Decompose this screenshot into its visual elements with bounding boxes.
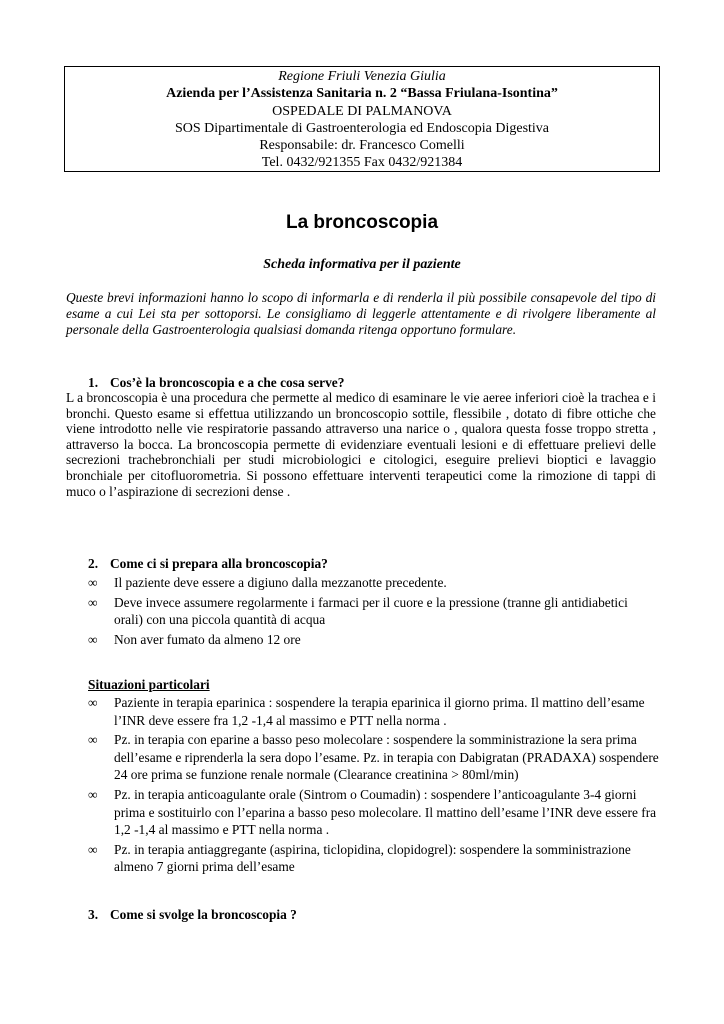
section-1-number: 1. (88, 375, 99, 390)
section-2-number: 2. (88, 556, 99, 571)
list-item: ∞ Il paziente deve essere a digiuno dalla mezzanotte precedente. (88, 575, 447, 590)
header-sos: SOS Dipartimentale di Gastroenterologia ed Endoscopia Digestiva (174, 120, 550, 136)
list-item: ∞ Non aver fumato da almeno 12 ore (88, 631, 301, 647)
list-item: ∞ Paziente in terapia eparinica : sospendere la terapia eparinica il giorno prima. Il mattino dell’esame l’INR deve essere fra 1,2 -1,4 al massimo e PTT nella norma . (88, 695, 645, 728)
list-item: ∞ Pz. in terapia antiaggregante (aspirina, ticlopidina, clopidogrel): sospendere la somministrazione almeno 7 giorni prima dell’esame (88, 841, 631, 875)
section-1-text: L a broncoscopia è una procedura che permette al medico di esaminare le vie aeree inferiori cioè la trachea e i bronchi. Questo esame si effettua utilizzando un broncoscopio sottile, flessibile , dotato di fibre ottiche che viene introdotto nelle vie respiratorie passando attraverso una narice o , qualora questa fosse troppo stretta , attraverso la bocca. La broncoscopia permette di evidenziare eventuali lesioni e di effettuare prelievi delle secrezioni trachebronchiali per studi microbiologici e citologici, eseguire prelievi bioptici e lavaggio bronchiale per citofluorometria. Si possono effettuare interventi terapeutici come la rimozione di tappi di muco o l’aspirazione di secrezioni dense . (66, 390, 656, 499)
section-3-heading (88, 907, 297, 923)
infinity-bullet-icon: ∞ (88, 631, 98, 647)
list-item: ∞ Pz. in terapia anticoagulante orale (Sintrom o Coumadin) : sospendere l’anticoagulante 3-4 giorni prima e sostituirlo con l’eparina a basso peso molecolare. Il mattino dell’esame l’INR deve essere fra 1,2 -1,4 al massimo e PTT nella norma . (88, 786, 657, 838)
infinity-bullet-icon: ∞ (88, 575, 98, 590)
infinity-bullet-icon: ∞ (88, 594, 98, 610)
header-box (64, 66, 660, 172)
section-1-title: Cos’è la broncoscopia e a che cosa serve? (110, 375, 345, 390)
infinity-bullet-icon: ∞ (88, 841, 98, 857)
document-title: La broncoscopia (285, 212, 439, 233)
section-3-number: 3. (88, 907, 99, 922)
infinity-bullet-icon: ∞ (88, 786, 98, 802)
intro-paragraph: Queste brevi informazioni hanno lo scopo di informarla e di renderla il più possibile consapevole del tipo di esame a cui Lei sta per sottoporsi. Le consigliamo di leggerle attentamente e di rivolgere liberamente al personale della Gastroenterologia qualsiasi domanda ritenga opportuno formulare. (66, 290, 656, 338)
header-region: Regione Friuli Venezia Giulia (278, 69, 446, 84)
section-1-heading (88, 375, 344, 391)
section-3-title: Come si svolge la broncoscopia ? (110, 907, 297, 922)
section-2-heading (88, 556, 328, 572)
header-azienda: Azienda per l’Assistenza Sanitaria n. 2 “Bassa Friulana-Isontina” (166, 86, 558, 102)
situazioni-list (88, 694, 660, 878)
header-ospedale: OSPEDALE DI PALMANOVA (272, 103, 452, 119)
list-item: ∞ Deve invece assumere regolarmente i farmaci per il cuore e la pressione (tranne gli antidiabetici orali) con una piccola quantità di acqua (88, 594, 628, 628)
list-item: ∞ Pz. in terapia con eparine a basso peso molecolare : sospendere la somministrazione la sera prima dell’esame e riprenderla la sera dopo l’esame. Pz. in terapia con Dabigratan (PRADAXA) sospendere 24 ore prima se funzione renale normale (Clearance creatinina > 80ml/min) (88, 732, 659, 783)
document-subtitle: Scheda informativa per il paziente (263, 257, 461, 272)
infinity-bullet-icon: ∞ (88, 695, 98, 710)
preparation-list (88, 574, 660, 650)
infinity-bullet-icon: ∞ (88, 732, 98, 748)
situazioni-heading: Situazioni particolari (88, 677, 210, 692)
header-contatti: Tel. 0432/921355 Fax 0432/921384 (261, 155, 463, 171)
section-2-title: Come ci si prepara alla broncoscopia? (110, 556, 328, 571)
header-responsabile: Responsabile: dr. Francesco Comelli (259, 138, 465, 154)
